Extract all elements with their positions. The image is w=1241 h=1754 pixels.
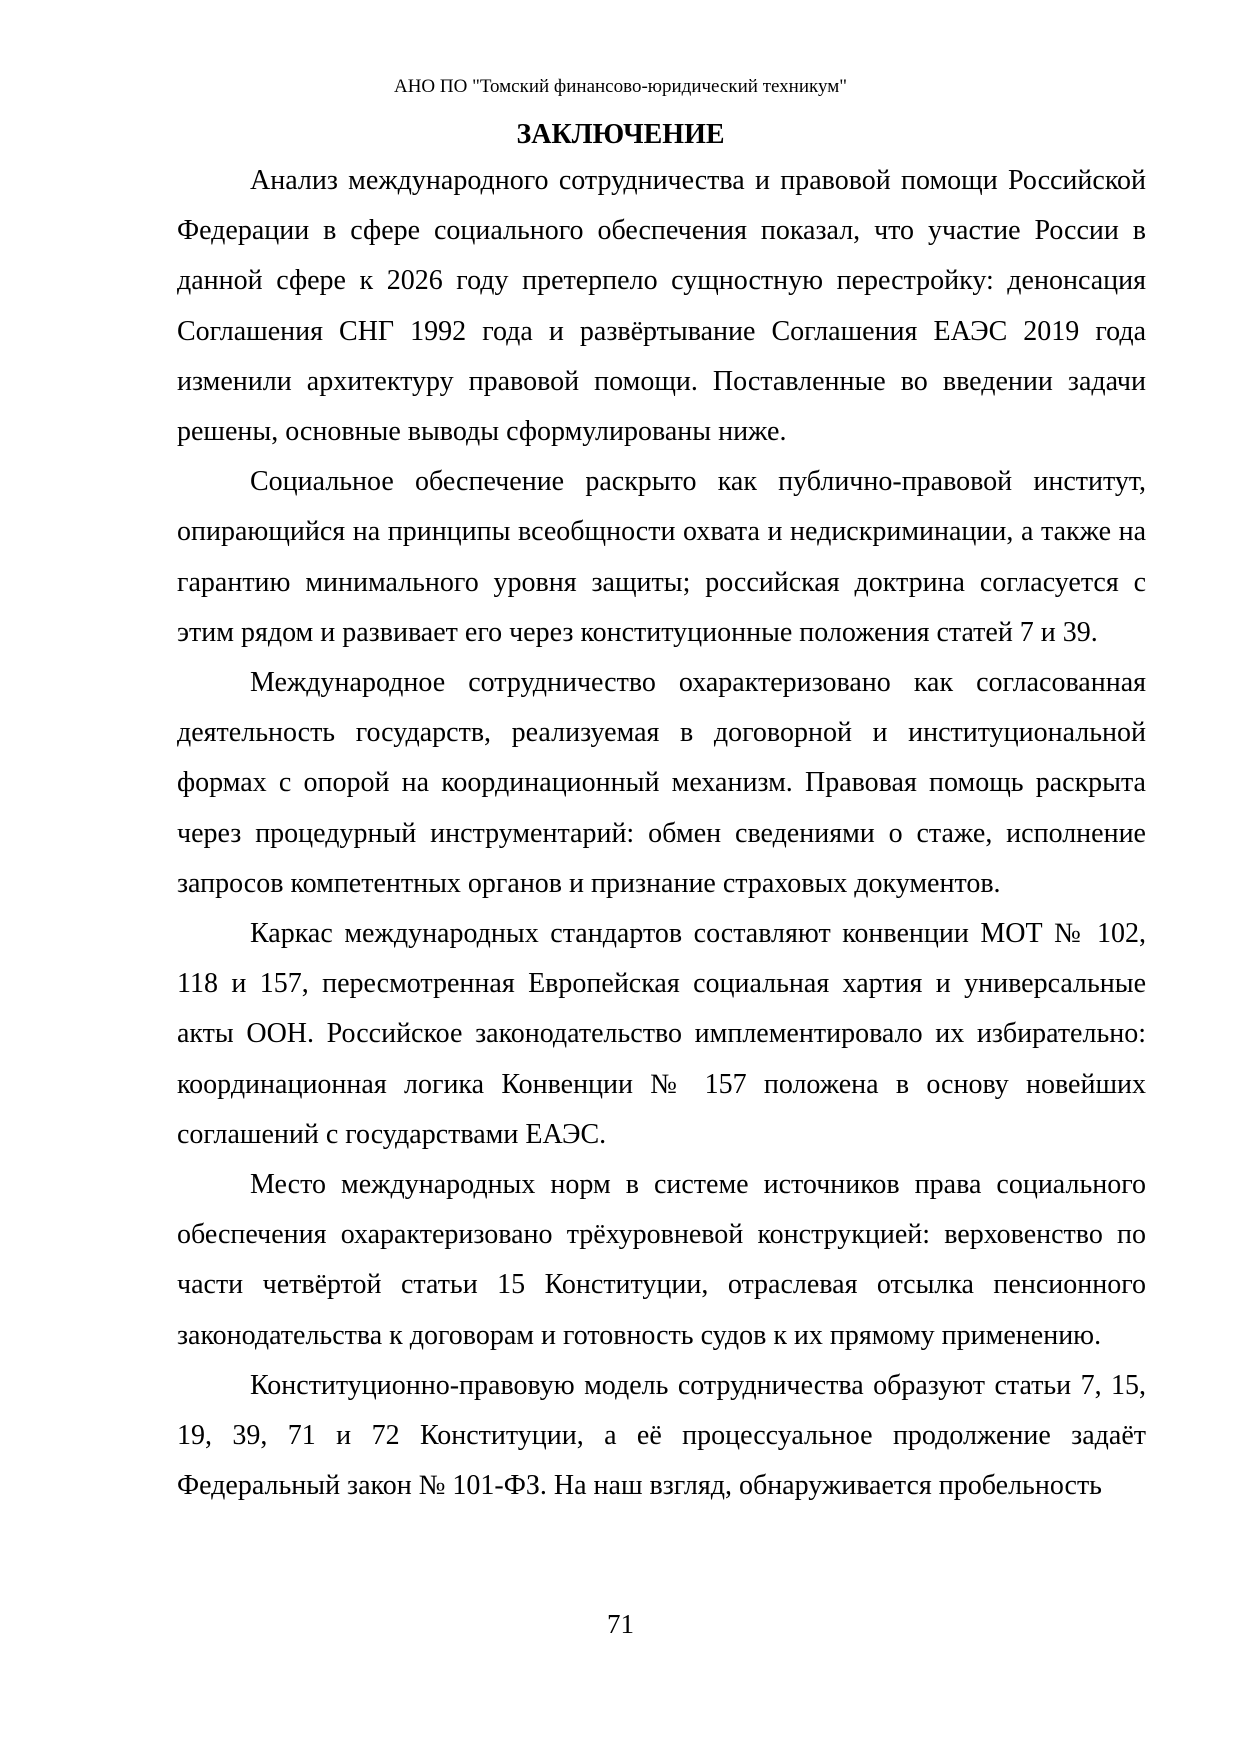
paragraph-6: Конституционно-правовую модель сотрудничества образуют статьи 7, 15, 19, 39, 71 и 72 Конституции, а её процессуальное продолжение задаёт Федеральный закон № 101-ФЗ. На наш взгляд, обнаруживается пробельность — [177, 1369, 1146, 1502]
page-number: 71 — [607, 1609, 634, 1639]
paragraph-1: Анализ международного сотрудничества и правовой помощи Российской Федерации в сфере социального обеспечения показал, что участие России в данной сфере к 2026 году претерпело сущностную перестройку: денонсация Соглашения СНГ 1992 года и развёртывание Соглашения ЕАЭС 2019 года изменили архитектуру правовой помощи. Поставленные во введении задачи решены, основные выводы сформулированы ниже. — [177, 165, 1146, 448]
paragraph-3: Международное сотрудничество охарактеризовано как согласованная деятельность государств, реализуемая в договорной и институциональной формах с опорой на координационный механизм. Правовая помощь раскрыта через процедурный инструментарий: обмен сведениями о стаже, исполнение запросов компетентных органов и признание страховых документов. — [177, 667, 1146, 899]
paragraph-5: Место международных норм в системе источников права социального обеспечения охарактеризовано трёхуровневой конструкцией: верховенство по части четвёртой статьи 15 Конституции, отраслевая отсылка пенсионного законодательства к договорам и готовность судов к их прямому применению. — [177, 1169, 1146, 1351]
paragraph-4: Каркас международных стандартов составляют конвенции МОТ № 102, 118 и 157, пересмотренная Европейская социальная хартия и универсальные акты ООН. Российское законодательство имплементировало их избирательно: координационная логика Конвенции № 157 положена в основу новейших соглашений с государствами ЕАЭС. — [177, 918, 1146, 1150]
body-text — [177, 156, 1146, 1511]
paragraph-2: Социальное обеспечение раскрыто как публично-правовой институт, опирающийся на принципы всеобщности охвата и недискриминации, а также на гарантию минимального уровня защиты; российская доктрина согласуется с этим рядом и развивает его через конституционные положения статей 7 и 39. — [177, 466, 1146, 648]
section-title: ЗАКЛЮЧЕНИЕ — [516, 119, 725, 150]
document-header: АНО ПО "Томский финансово-юридический техникум" — [393, 76, 848, 97]
